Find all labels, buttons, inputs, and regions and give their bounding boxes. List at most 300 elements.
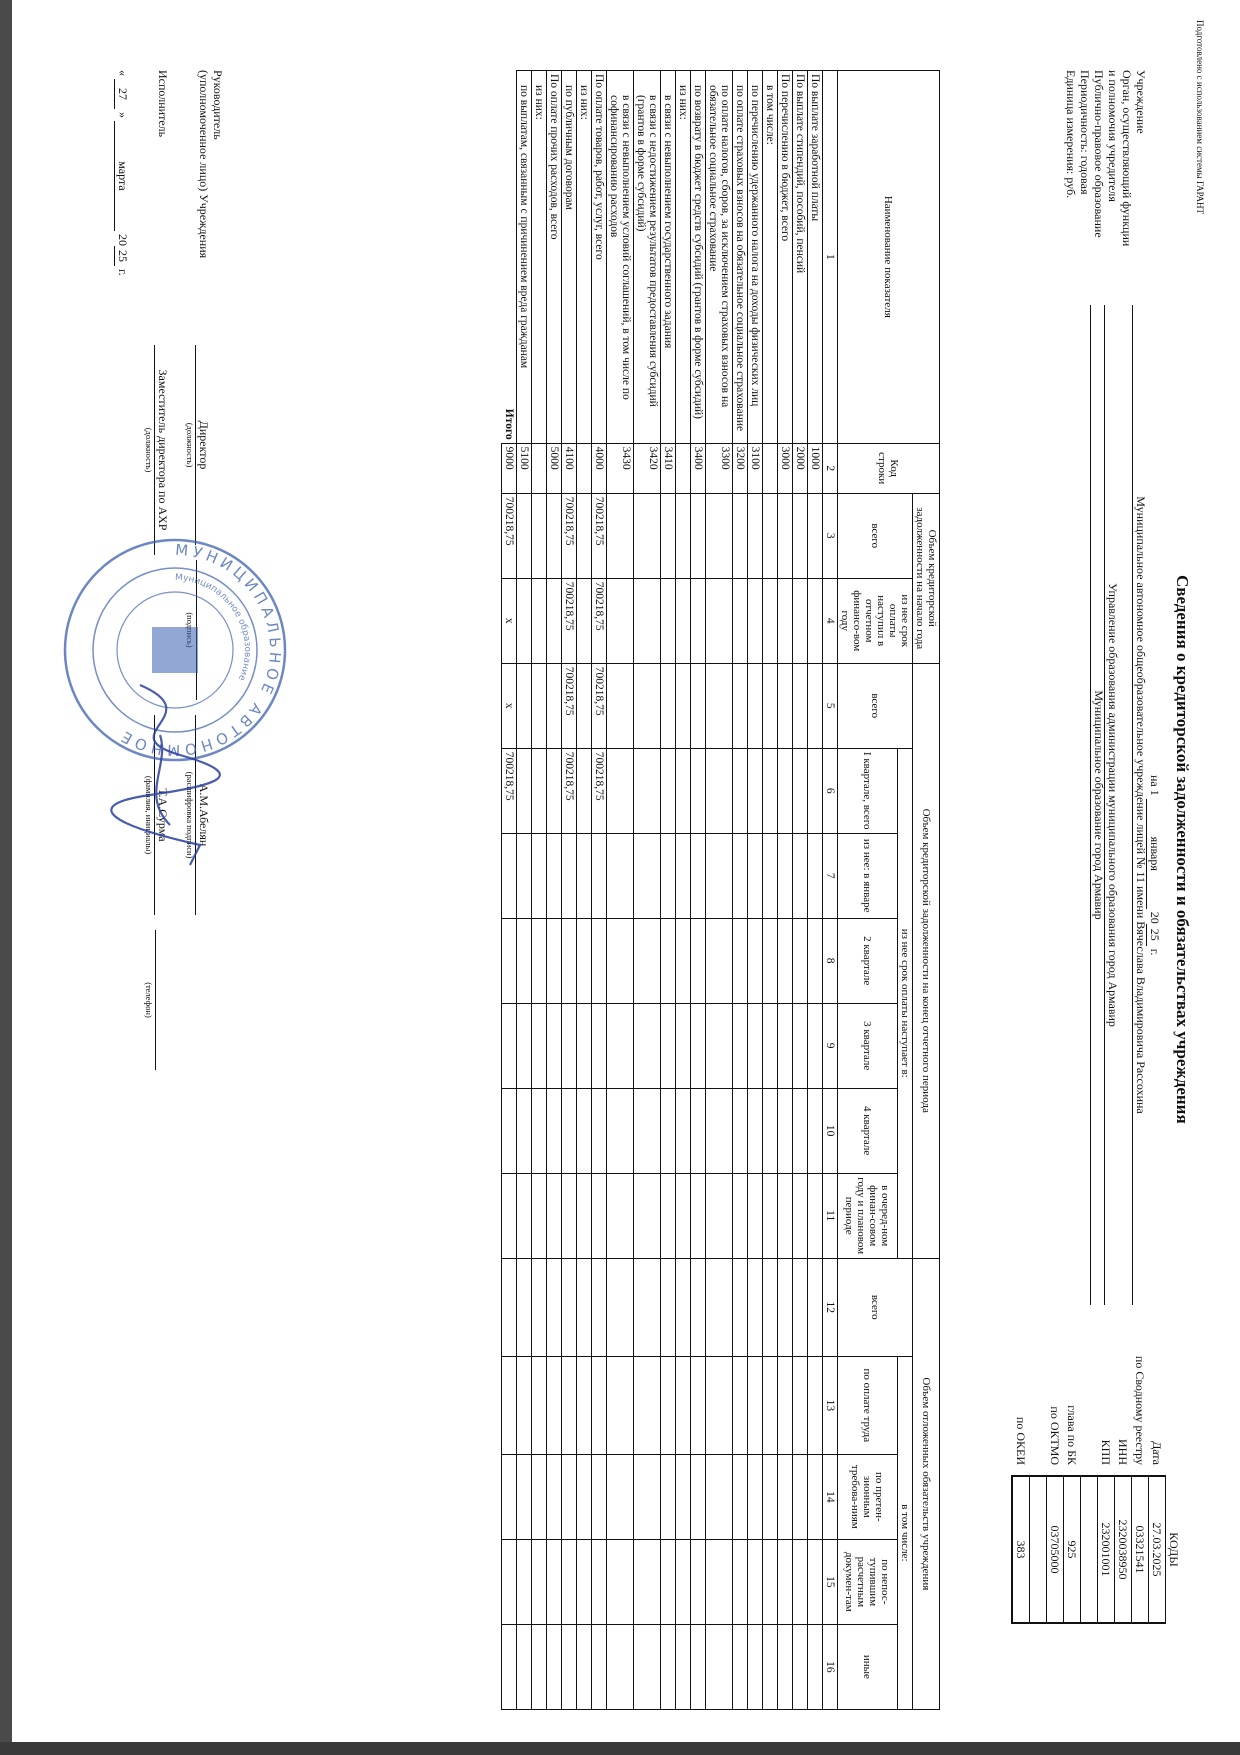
row-value-c4 [547, 578, 562, 663]
row-name: По оплате прочих расходов, всего [547, 71, 562, 444]
row-empty-cell [547, 1173, 562, 1258]
row-empty-cell [661, 1173, 676, 1258]
row-empty-cell [517, 1356, 532, 1454]
data-rows [517, 71, 823, 1710]
header-jan: из нее: в январе [838, 833, 898, 918]
row-empty-cell [634, 1539, 661, 1624]
row-value-c5: 700218,75 [592, 663, 607, 748]
row-value-c4 [607, 578, 634, 663]
row-empty-cell [532, 1356, 547, 1454]
total-label: Итого [503, 408, 515, 440]
row-value-c3 [793, 493, 808, 578]
row-empty-cell [547, 1454, 562, 1539]
col-number: 15 [823, 1539, 838, 1624]
page-title: Сведения о кредиторской задолженности и обязательствах учреждения [1173, 575, 1192, 1124]
row-empty-cell [607, 1173, 634, 1258]
code-empty-2 [1030, 1476, 1047, 1623]
total-cell [502, 833, 517, 918]
row-code: 2000 [793, 443, 808, 493]
row-empty-cell [562, 1003, 577, 1088]
row-value-c6 [661, 748, 676, 833]
row-empty-cell [532, 1258, 547, 1356]
row-empty-cell [748, 1624, 763, 1709]
row-name: в связи с недостижением результатов предоставления субсидий (грантов в форме субсидий) [634, 71, 661, 444]
col-number: 7 [823, 833, 838, 918]
row-empty-cell [793, 1539, 808, 1624]
row-empty-cell [733, 918, 748, 1003]
row-code [676, 443, 691, 493]
col-number: 8 [823, 918, 838, 1003]
code-label-kpp: КПП [1099, 1439, 1113, 1465]
row-value-c5 [778, 663, 793, 748]
row-empty-cell [763, 1173, 778, 1258]
organ-value: Управление образования администрации муниципального образования город Армавир [1104, 305, 1120, 1305]
row-empty-cell [577, 1454, 592, 1539]
row-empty-cell [778, 1088, 793, 1173]
row-empty-cell [547, 833, 562, 918]
row-empty-cell [706, 833, 733, 918]
table-row [691, 71, 706, 1710]
row-value-c3 [733, 493, 748, 578]
total-row [502, 71, 517, 1710]
row-value-c4 [577, 578, 592, 663]
col-number: 14 [823, 1454, 838, 1539]
row-empty-cell [532, 1539, 547, 1624]
row-value-c5 [763, 663, 778, 748]
row-empty-cell [661, 1003, 676, 1088]
total-code: 9000 [502, 443, 517, 493]
row-empty-cell [577, 1258, 592, 1356]
row-empty-cell [607, 833, 634, 918]
row-empty-cell [661, 1088, 676, 1173]
row-empty-cell [748, 918, 763, 1003]
row-empty-cell [577, 833, 592, 918]
row-value-c5 [733, 663, 748, 748]
row-name: из них: [676, 71, 691, 444]
row-empty-cell [661, 1454, 676, 1539]
row-empty-cell [547, 1088, 562, 1173]
row-empty-cell [592, 1173, 607, 1258]
total-begin-due: х [502, 578, 517, 663]
row-empty-cell [793, 1454, 808, 1539]
row-empty-cell [748, 1539, 763, 1624]
header-code: Код строки [838, 443, 940, 493]
row-empty-cell [517, 1539, 532, 1624]
row-value-c6 [517, 748, 532, 833]
code-label-okei: по ОКЕИ [1014, 1416, 1028, 1465]
row-value-c6 [676, 748, 691, 833]
unit-label: Единица измерения: руб. [1064, 70, 1078, 199]
code-inn: 2320038950 [1115, 1476, 1132, 1623]
row-value-c5 [517, 663, 532, 748]
row-code: 3100 [748, 443, 763, 493]
col-number: 2 [823, 443, 838, 493]
row-empty-cell [532, 918, 547, 1003]
row-empty-cell [691, 833, 706, 918]
header-deferred-incl: в том числе: [898, 1356, 913, 1709]
row-empty-cell [634, 1624, 661, 1709]
row-empty-cell [532, 1454, 547, 1539]
row-empty-cell [808, 1088, 823, 1173]
row-empty-cell [676, 833, 691, 918]
row-empty-cell [676, 918, 691, 1003]
row-empty-cell [517, 1173, 532, 1258]
row-code: 5000 [547, 443, 562, 493]
row-empty-cell [547, 1624, 562, 1709]
row-empty-cell [763, 918, 778, 1003]
col-number: 5 [823, 663, 838, 748]
report-date [1146, 775, 1162, 955]
row-name: По выплате стипендий, пособий, пенсий [793, 71, 808, 444]
row-empty-cell [691, 918, 706, 1003]
stamp-outer-text: МУНИЦИПАЛЬНОЕ АВТОНОМНОЕ [114, 540, 285, 760]
row-value-c4 [808, 578, 823, 663]
col-number: 4 [823, 578, 838, 663]
row-empty-cell [607, 1088, 634, 1173]
row-empty-cell [634, 1356, 661, 1454]
executor-phone-line [155, 930, 170, 1070]
row-code: 4100 [562, 443, 577, 493]
code-empty-1 [1081, 1476, 1098, 1623]
row-empty-cell [661, 1539, 676, 1624]
row-empty-cell [592, 1539, 607, 1624]
row-empty-cell [592, 1454, 607, 1539]
row-empty-cell [808, 1173, 823, 1258]
row-value-c3 [691, 493, 706, 578]
row-empty-cell [661, 918, 676, 1003]
periodicity-label: Периодичность: годовая [1078, 70, 1092, 195]
row-value-c5 [661, 663, 676, 748]
row-empty-cell [748, 1173, 763, 1258]
head-position: Директор [195, 345, 211, 545]
table-row [634, 71, 661, 1710]
row-empty-cell [577, 1088, 592, 1173]
row-value-c5 [691, 663, 706, 748]
col-number: 9 [823, 1003, 838, 1088]
row-empty-cell [706, 1454, 733, 1539]
row-empty-cell [634, 1258, 661, 1356]
code-bk: 925 [1064, 1476, 1081, 1623]
row-empty-cell [562, 1088, 577, 1173]
row-value-c4 [676, 578, 691, 663]
header-end: Объем кредиторской задолженности на конец отчетного периода [913, 663, 940, 1258]
row-value-c6: 700218,75 [562, 748, 577, 833]
row-empty-cell [691, 1003, 706, 1088]
date-suffix: г. [1148, 948, 1162, 956]
row-name: по перечислению удержанного налога на доходы физических лиц [748, 71, 763, 444]
row-value-c6 [763, 748, 778, 833]
row-empty-cell [661, 1624, 676, 1709]
total-q1: 700218,75 [502, 748, 517, 833]
row-empty-cell [733, 1258, 748, 1356]
row-name: по оплате страховых взносов на обязательное социальное страхование [733, 71, 748, 444]
row-empty-cell [691, 1258, 706, 1356]
row-value-c4 [778, 578, 793, 663]
row-empty-cell [547, 1356, 562, 1454]
row-value-c5 [532, 663, 547, 748]
row-empty-cell [748, 833, 763, 918]
row-empty-cell [778, 918, 793, 1003]
row-empty-cell [733, 1356, 748, 1454]
table-row [547, 71, 562, 1710]
col-number: 3 [823, 493, 838, 578]
row-empty-cell [661, 1258, 676, 1356]
row-empty-cell [748, 1258, 763, 1356]
row-name: в связи с невыполнением условий соглашений, в том числе по софинансированию расходов [607, 71, 634, 444]
header-q3: 3 квартале [838, 1003, 898, 1088]
row-empty-cell [763, 1258, 778, 1356]
code-oktmo: 03705000 [1047, 1476, 1064, 1623]
row-empty-cell [634, 1003, 661, 1088]
code-label-inn: ИНН [1116, 1439, 1130, 1465]
code-label-bk: глава по БК [1065, 1405, 1079, 1465]
row-empty-cell [676, 1539, 691, 1624]
row-empty-cell [793, 1173, 808, 1258]
row-value-c3: 700218,75 [592, 493, 607, 578]
row-value-c3 [706, 493, 733, 578]
row-empty-cell [592, 833, 607, 918]
date-year: 25 [1146, 924, 1162, 946]
row-empty-cell [532, 833, 547, 918]
row-value-c3: 700218,75 [562, 493, 577, 578]
row-code: 3000 [778, 443, 793, 493]
row-empty-cell [676, 1173, 691, 1258]
row-empty-cell [532, 1173, 547, 1258]
row-empty-cell [517, 1624, 532, 1709]
row-empty-cell [763, 1003, 778, 1088]
table-row [661, 71, 676, 1710]
sign-date-year: 25 [114, 246, 130, 266]
executor-phone-caption: (телефон) [144, 982, 154, 1018]
row-empty-cell [661, 833, 676, 918]
row-empty-cell [592, 1356, 607, 1454]
row-name: по публичным договорам [562, 71, 577, 444]
table-row [733, 71, 748, 1710]
sign-date-suffix: г. [116, 269, 130, 276]
rotated-document [20, 15, 1210, 1715]
total-begin: 700218,75 [502, 493, 517, 578]
head-name-caption: (расшифровка подписи) [185, 771, 195, 859]
row-empty-cell [562, 1173, 577, 1258]
row-value-c5 [547, 663, 562, 748]
row-value-c6: 700218,75 [592, 748, 607, 833]
total-cell [502, 1624, 517, 1709]
table-row [562, 71, 577, 1710]
row-empty-cell [733, 1088, 748, 1173]
row-value-c3 [661, 493, 676, 578]
public-entity-value: Муниципальное образование город Армавир [1090, 305, 1106, 1305]
row-empty-cell [793, 1624, 808, 1709]
row-value-c6 [793, 748, 808, 833]
row-empty-cell [793, 1356, 808, 1454]
row-code: 1000 [808, 443, 823, 493]
row-empty-cell [547, 1539, 562, 1624]
header-q1: I квартале, всего [838, 748, 898, 833]
sign-date-day: 27 [114, 79, 130, 109]
executor-name-caption: (фамилия, инициалы) [144, 775, 154, 855]
row-name: по возврату в бюджет средств субсидий (грантов в форме субсидий) [691, 71, 706, 444]
total-cell [502, 918, 517, 1003]
row-empty-cell [748, 1003, 763, 1088]
row-empty-cell [634, 833, 661, 918]
codes-table [1011, 1475, 1182, 1624]
row-empty-cell [577, 918, 592, 1003]
table-row [577, 71, 592, 1710]
row-empty-cell [733, 1539, 748, 1624]
date-year-prefix: 20 [1148, 911, 1162, 924]
row-value-c4 [706, 578, 733, 663]
row-empty-cell [517, 1454, 532, 1539]
header-end-total: всего [838, 663, 913, 748]
row-empty-cell [607, 1624, 634, 1709]
garant-note: Подготовлено с использованием системы ГАРАНТ [1195, 20, 1205, 215]
row-empty-cell [592, 1003, 607, 1088]
table-row [592, 71, 607, 1710]
row-empty-cell [547, 1258, 562, 1356]
header-name: Наименование показателя [838, 71, 940, 444]
row-empty-cell [733, 833, 748, 918]
row-value-c3 [547, 493, 562, 578]
table-row [778, 71, 793, 1710]
row-empty-cell [634, 1088, 661, 1173]
col-number: 16 [823, 1624, 838, 1709]
executor-position-caption: (должность) [144, 427, 154, 473]
code-label-oktmo: по ОКТМО [1048, 1406, 1062, 1465]
row-value-c5 [676, 663, 691, 748]
sign-date-open: « [116, 70, 130, 76]
code-registry: 03321541 [1132, 1476, 1149, 1623]
row-empty-cell [577, 1173, 592, 1258]
row-empty-cell [706, 1173, 733, 1258]
row-empty-cell [634, 1173, 661, 1258]
sign-date-year-prefix: 20 [116, 234, 130, 246]
row-empty-cell [547, 918, 562, 1003]
row-empty-cell [763, 1539, 778, 1624]
row-empty-cell [676, 1624, 691, 1709]
row-empty-cell [517, 1258, 532, 1356]
row-empty-cell [808, 833, 823, 918]
row-empty-cell [691, 1539, 706, 1624]
row-empty-cell [562, 833, 577, 918]
row-empty-cell [517, 1003, 532, 1088]
row-empty-cell [577, 1624, 592, 1709]
row-value-c6 [634, 748, 661, 833]
row-empty-cell [793, 1003, 808, 1088]
row-empty-cell [607, 918, 634, 1003]
organ-label-2: и полномочия учредителя [1106, 70, 1120, 202]
row-empty-cell [517, 1088, 532, 1173]
row-value-c3 [532, 493, 547, 578]
row-empty-cell [577, 1356, 592, 1454]
row-empty-cell [562, 918, 577, 1003]
row-value-c4 [793, 578, 808, 663]
row-empty-cell [607, 1003, 634, 1088]
row-value-c4 [661, 578, 676, 663]
row-code: 3430 [607, 443, 634, 493]
total-cell [502, 1088, 517, 1173]
total-end: х [502, 663, 517, 748]
row-empty-cell [577, 1539, 592, 1624]
row-value-c3 [577, 493, 592, 578]
code-date: 27.03.2025 [1149, 1476, 1166, 1623]
code-okei: 383 [1012, 1476, 1030, 1623]
row-value-c6 [532, 748, 547, 833]
row-code: 5100 [517, 443, 532, 493]
row-value-c6 [748, 748, 763, 833]
row-empty-cell [748, 1454, 763, 1539]
row-code: 3200 [733, 443, 748, 493]
date-month: января [1146, 799, 1162, 909]
scan-bottom-edge [0, 1742, 1240, 1755]
row-empty-cell [691, 1624, 706, 1709]
row-empty-cell [691, 1173, 706, 1258]
row-value-c5 [748, 663, 763, 748]
row-empty-cell [778, 1624, 793, 1709]
col-number: 13 [823, 1356, 838, 1454]
row-empty-cell [562, 1454, 577, 1539]
row-empty-cell [778, 1356, 793, 1454]
total-cell [502, 1173, 517, 1258]
row-value-c6 [577, 748, 592, 833]
row-empty-cell [793, 1088, 808, 1173]
row-empty-cell [706, 1088, 733, 1173]
row-empty-cell [808, 1539, 823, 1624]
row-empty-cell [562, 1624, 577, 1709]
row-empty-cell [793, 918, 808, 1003]
row-code: 3400 [691, 443, 706, 493]
row-value-c4 [517, 578, 532, 663]
row-empty-cell [562, 1356, 577, 1454]
row-value-c5 [577, 663, 592, 748]
table-row [532, 71, 547, 1710]
row-empty-cell [808, 1356, 823, 1454]
col-number: 11 [823, 1173, 838, 1258]
row-value-c3 [634, 493, 661, 578]
row-empty-cell [592, 1624, 607, 1709]
row-value-c4: 700218,75 [592, 578, 607, 663]
row-empty-cell [592, 1088, 607, 1173]
table-row [748, 71, 763, 1710]
row-value-c3 [778, 493, 793, 578]
row-value-c4 [733, 578, 748, 663]
row-empty-cell [592, 1258, 607, 1356]
row-empty-cell [733, 1173, 748, 1258]
row-empty-cell [676, 1088, 691, 1173]
row-empty-cell [691, 1454, 706, 1539]
row-value-c3 [763, 493, 778, 578]
row-empty-cell [763, 1624, 778, 1709]
row-value-c5 [808, 663, 823, 748]
row-empty-cell [676, 1356, 691, 1454]
row-code: 3420 [634, 443, 661, 493]
row-value-c6 [808, 748, 823, 833]
row-empty-cell [778, 1258, 793, 1356]
row-empty-cell [763, 1356, 778, 1454]
header-q4: 4 квартале [838, 1088, 898, 1173]
row-empty-cell [733, 1624, 748, 1709]
row-empty-cell [793, 1258, 808, 1356]
table-row [808, 71, 823, 1710]
executor-name: Т.А.Сурма [154, 715, 170, 915]
row-empty-cell [733, 1003, 748, 1088]
row-code: 3410 [661, 443, 676, 493]
row-empty-cell [706, 918, 733, 1003]
col-number: 10 [823, 1088, 838, 1173]
header-begin-total: всего [838, 493, 913, 578]
row-empty-cell [778, 1539, 793, 1624]
row-empty-cell [634, 1454, 661, 1539]
col-number: 12 [823, 1258, 838, 1356]
